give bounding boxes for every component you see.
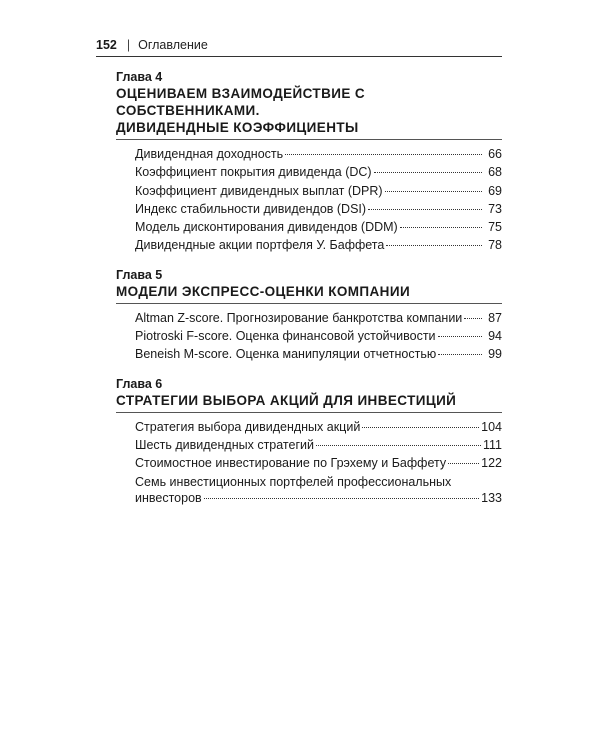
chapter-5 [116, 268, 502, 364]
dot-leader [386, 245, 482, 246]
toc-entry[interactable] [135, 236, 502, 254]
entry-page: 133 [481, 490, 502, 505]
chapter-4 [116, 70, 502, 255]
entry-title-line: Семь инвестиционных портфелей профессиональных [135, 474, 452, 489]
entry-list [116, 309, 502, 364]
entry-page: 66 [488, 147, 502, 161]
entry-page: 111 [482, 437, 502, 452]
table-of-contents [116, 70, 502, 519]
toc-entry-multiline[interactable] [135, 473, 502, 506]
dot-leader [438, 354, 482, 355]
chapter-label: Глава 4 [116, 70, 163, 84]
entry-title: Piotroski F-score. Оценка финансовой устойчивости [135, 329, 436, 344]
chapter-title[interactable] [116, 85, 502, 140]
dot-leader [464, 318, 482, 319]
entry-page: 68 [488, 165, 502, 180]
chapter-title-line: ОЦЕНИВАЕМ ВЗАИМОДЕЙСТВИЕ С СОБСТВЕННИКАМИ. [116, 86, 366, 118]
entry-title: Дивидендные акции портфеля У. Баффета [135, 238, 385, 253]
toc-entry[interactable] [135, 418, 502, 436]
dot-leader [362, 427, 479, 428]
entry-page: 87 [488, 310, 502, 325]
toc-entry[interactable] [135, 182, 502, 200]
entry-title: Дивидендная доходность [135, 147, 284, 161]
entry-title: Коэффициент покрытия дивиденда (DC) [135, 165, 372, 180]
chapter-label: Глава 5 [116, 267, 163, 282]
dot-leader [448, 463, 479, 464]
entry-title: инвесторов [135, 490, 202, 505]
entry-page: 73 [488, 201, 502, 216]
chapter-title-line: МОДЕЛИ ЭКСПРЕСС-ОЦЕНКИ КОМПАНИИ [116, 283, 411, 299]
entry-list [116, 145, 502, 255]
entry-page: 104 [481, 419, 502, 434]
dot-leader [316, 445, 481, 446]
entry-page: 94 [488, 329, 502, 344]
toc-entry[interactable] [135, 436, 502, 454]
toc-entry[interactable] [135, 145, 502, 163]
entry-list [116, 418, 502, 506]
dot-leader [438, 336, 482, 337]
entry-page: 78 [488, 238, 502, 253]
dot-leader [400, 227, 482, 228]
toc-entry[interactable] [135, 309, 502, 327]
toc-entry[interactable] [135, 345, 502, 363]
page-number: 152 [96, 38, 117, 52]
entry-page: 69 [488, 183, 502, 198]
entry-page: 122 [481, 456, 502, 471]
chapter-label: Глава 6 [116, 376, 163, 391]
entry-page: 99 [488, 347, 502, 362]
entry-page: 75 [488, 220, 502, 235]
chapter-6 [116, 377, 502, 506]
chapter-title-line: ДИВИДЕНДНЫЕ КОЭФФИЦИЕНТЫ [116, 120, 359, 135]
entry-title: Коэффициент дивидендных выплат (DPR) [135, 183, 383, 198]
dot-leader [204, 498, 479, 499]
toc-entry[interactable] [135, 218, 502, 236]
entry-title: Beneish M-score. Оценка манипуляции отчетностью [135, 347, 437, 362]
chapter-title[interactable] [116, 283, 502, 304]
entry-title: Altman Z-score. Прогнозирование банкротства компании [135, 310, 463, 325]
toc-entry[interactable] [135, 163, 502, 181]
dot-leader [285, 154, 482, 155]
toc-entry[interactable] [135, 200, 502, 218]
toc-entry[interactable] [135, 327, 502, 345]
header-separator: | [126, 38, 131, 52]
entry-title: Стоимостное инвестирование по Грэхему и Баффету [135, 456, 447, 471]
header-rule [96, 56, 502, 57]
entry-title: Индекс стабильности дивидендов (DSI) [135, 201, 367, 216]
chapter-title[interactable] [116, 392, 502, 413]
dot-leader [368, 209, 482, 210]
page-header [96, 38, 502, 52]
chapter-title-line: СТРАТЕГИИ ВЫБОРА АКЦИЙ ДЛЯ ИНВЕСТИЦИЙ [116, 392, 457, 408]
dot-leader [374, 172, 482, 173]
toc-entry[interactable] [135, 454, 502, 472]
entry-title: Шесть дивидендных стратегий [135, 437, 314, 452]
dot-leader [385, 191, 482, 192]
entry-title-line-2 [135, 490, 502, 506]
entry-title: Стратегия выбора дивидендных акций [135, 419, 361, 434]
running-title: Оглавление [138, 38, 208, 52]
entry-title: Модель дисконтирования дивидендов (DDM) [135, 220, 398, 235]
